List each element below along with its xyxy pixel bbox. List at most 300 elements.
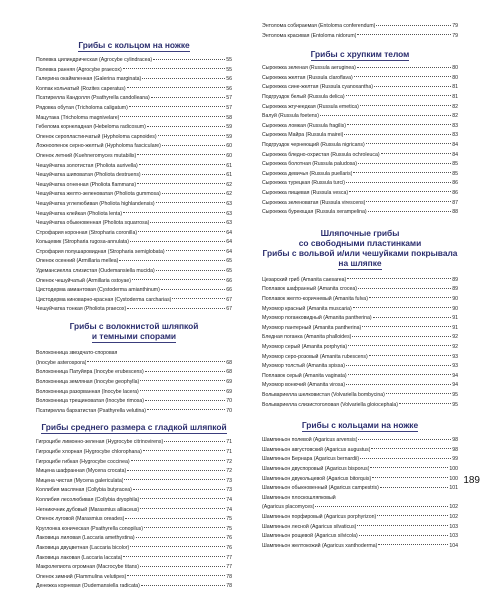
dot-leader bbox=[161, 289, 225, 290]
index-entry bbox=[36, 349, 232, 359]
dot-leader bbox=[357, 525, 448, 526]
entry-page: 61 bbox=[226, 172, 232, 179]
section-heading-line bbox=[262, 258, 458, 268]
entry-page: 60 bbox=[226, 143, 232, 150]
entry-name: Чешуйчатка обыкновенная (Pholiota squarrosa) bbox=[36, 220, 150, 227]
dot-leader bbox=[381, 153, 452, 154]
entry-name: Опенок чешуйчатый (Armillaria ostoyae) bbox=[36, 277, 132, 284]
dot-leader bbox=[373, 317, 452, 318]
entry-page: 100 bbox=[449, 465, 458, 472]
dot-leader bbox=[347, 278, 451, 279]
index-entry bbox=[36, 305, 232, 315]
dot-leader bbox=[156, 270, 225, 271]
entry-page: 65 bbox=[226, 258, 232, 265]
index-entry bbox=[36, 219, 232, 229]
dot-leader bbox=[162, 193, 225, 194]
dot-leader bbox=[352, 336, 451, 337]
entry-page: 76 bbox=[226, 544, 232, 551]
dot-leader bbox=[141, 585, 225, 586]
dot-leader bbox=[376, 25, 451, 26]
entry-page: 80 bbox=[452, 74, 458, 81]
entry-page: 99 bbox=[452, 456, 458, 463]
entry-name: Шампиньон обыкновенный (Agaricus campestris) bbox=[262, 485, 379, 492]
entry-page: 90 bbox=[452, 295, 458, 302]
entry-name: Гигроцибе хлорная (Hygrocybe chlorophana) bbox=[36, 448, 142, 455]
entry-name: Удемансиелла слизистая (Oudemansiella mucida) bbox=[36, 268, 155, 275]
entry-name: Сыроежка Майра (Russula mairei) bbox=[262, 132, 344, 139]
entry-page: 98 bbox=[452, 446, 458, 453]
dot-leader bbox=[127, 470, 225, 471]
entry-name: Коллибия лесолюбивая (Collybia dryophila) bbox=[36, 496, 140, 503]
entry-name: Макролепиота огромная (Macrocybe titans) bbox=[36, 564, 140, 571]
index-entry bbox=[262, 503, 458, 513]
index-entry bbox=[262, 475, 458, 485]
entry-page: 93 bbox=[452, 363, 458, 370]
entry-page: 93 bbox=[452, 353, 458, 360]
dot-leader bbox=[133, 489, 225, 490]
dot-leader bbox=[143, 450, 225, 451]
index-entry bbox=[262, 391, 458, 401]
entry-list bbox=[262, 22, 458, 41]
dot-leader bbox=[386, 393, 451, 394]
entry-page: 82 bbox=[452, 103, 458, 110]
entry-name: Цистодерма киноварно-красная (Cystoderma carcharias) bbox=[36, 296, 172, 303]
entry-name: Энтолома собираемая (Entoloma conferendum) bbox=[262, 23, 376, 29]
dot-leader bbox=[153, 59, 225, 60]
index-entry bbox=[36, 94, 232, 104]
dot-leader bbox=[320, 115, 451, 116]
entry-page: 62 bbox=[226, 191, 232, 198]
dot-leader bbox=[360, 458, 451, 459]
entry-page: 66 bbox=[226, 277, 232, 284]
index-entry bbox=[262, 83, 458, 93]
dot-leader bbox=[353, 172, 451, 173]
entry-name: Круглонка коническая (Psathyrella conopilus) bbox=[36, 525, 143, 532]
entry-page: 71 bbox=[226, 439, 232, 446]
entry-name: Кольцевик (Stropharia rugosa-annulata) bbox=[36, 239, 130, 246]
entry-name: Ложноопенок серно-желтый (Hypholoma fasciculare) bbox=[36, 143, 161, 150]
dot-leader bbox=[130, 241, 225, 242]
index-entry bbox=[36, 506, 232, 516]
entry-page: 57 bbox=[226, 95, 232, 102]
entry-name: (Inocybe asterospora) bbox=[36, 359, 87, 366]
index-entry bbox=[36, 152, 232, 162]
entry-name: Чешуйчатка клейкая (Pholiota lenta) bbox=[36, 210, 123, 217]
entry-name: Шампиньон Бернара (Agaricus bernardii) bbox=[262, 456, 360, 463]
index-entry bbox=[262, 401, 458, 411]
entry-page: 87 bbox=[452, 199, 458, 206]
dot-leader bbox=[140, 508, 225, 509]
index-entry bbox=[36, 286, 232, 296]
index-entry bbox=[262, 285, 458, 295]
entry-page: 104 bbox=[449, 542, 458, 549]
entry-page: 91 bbox=[452, 315, 458, 322]
index-entry bbox=[36, 467, 232, 477]
entry-page: 95 bbox=[452, 401, 458, 408]
entry-page: 60 bbox=[226, 152, 232, 159]
section-heading-line: Грибы с вольвой и/или чешуйками покрывала bbox=[262, 247, 458, 258]
index-entry bbox=[36, 448, 232, 458]
entry-name: Чешуйчатка желто-зеленоватая (Pholiota gummosa) bbox=[36, 191, 161, 198]
entry-page: 55 bbox=[226, 66, 232, 73]
entry-page: 95 bbox=[452, 391, 458, 398]
entry-name: Шампиньон желтокожий (Agaricus xanthoderma) bbox=[262, 542, 378, 549]
dot-leader bbox=[142, 78, 225, 79]
index-entry bbox=[262, 343, 458, 353]
dot-leader bbox=[120, 116, 225, 117]
entry-name: Цистодерма амиантовая (Cystoderma amianthinum) bbox=[36, 287, 160, 294]
entry-name: Псатирелла Кандолля (Psathyrella candolleana) bbox=[36, 95, 150, 102]
dot-leader bbox=[359, 535, 449, 536]
entry-name: Опенок осенний (Armillaria mellea) bbox=[36, 258, 119, 265]
dot-leader bbox=[353, 307, 452, 308]
index-entry bbox=[36, 200, 232, 210]
dot-leader bbox=[123, 556, 225, 557]
entry-name: Волоконница земляная (Inocybe geophylla) bbox=[36, 378, 140, 385]
dot-leader bbox=[348, 374, 452, 375]
index-entry bbox=[36, 171, 232, 181]
dot-leader bbox=[366, 143, 451, 144]
entry-page: 63 bbox=[226, 220, 232, 227]
index-entry bbox=[262, 199, 458, 209]
dot-leader bbox=[150, 222, 225, 223]
entry-name: Поплавок серый (Amanita vaginata) bbox=[262, 372, 347, 379]
dot-leader bbox=[123, 212, 225, 213]
dot-leader bbox=[315, 506, 448, 507]
entry-name: Подгруздок чернеющий (Russula nigricans) bbox=[262, 141, 365, 148]
entry-name: Полевка ранняя (Agrocybe praecox) bbox=[36, 66, 122, 73]
entry-page: 69 bbox=[226, 378, 232, 385]
dot-leader bbox=[144, 527, 225, 528]
entry-name: Сыроежка бледно-охристая (Russula ochroleuca) bbox=[262, 151, 380, 158]
index-entry bbox=[262, 64, 458, 74]
entry-name: Мухомор толстый (Amanita spissa) bbox=[262, 363, 345, 370]
dot-leader bbox=[357, 67, 451, 68]
entry-page: 70 bbox=[226, 407, 232, 414]
entry-page: 64 bbox=[226, 248, 232, 255]
dot-leader bbox=[346, 95, 452, 96]
entry-name: Гигроцибе лимонно-зеленая (Hygrocybe citrinovirens) bbox=[36, 439, 164, 446]
section-heading-line: Шляпочные грибы bbox=[320, 227, 400, 238]
dot-leader bbox=[147, 409, 225, 410]
entry-page: 74 bbox=[226, 496, 232, 503]
dot-leader bbox=[127, 575, 225, 576]
entry-name: Сыроежка турецкая (Russula turci) bbox=[262, 180, 345, 187]
entry-page: 89 bbox=[452, 286, 458, 293]
index-entry bbox=[262, 513, 458, 523]
entry-name: Волоконница разорванная (Inocybe lacera) bbox=[36, 388, 139, 395]
entry-list bbox=[262, 436, 458, 551]
entry-name: Опенок серопластинчатый (Hypholoma capnoides) bbox=[36, 133, 157, 140]
index-entry bbox=[36, 582, 232, 592]
dot-leader bbox=[139, 164, 225, 165]
dot-leader bbox=[362, 326, 451, 327]
section-heading-text: Грибы с кольцами на ножке bbox=[301, 420, 419, 431]
entry-name: Чешуйчатка тонкая (Pholiota praecox) bbox=[36, 306, 127, 313]
entry-page: 66 bbox=[226, 287, 232, 294]
dot-leader bbox=[360, 105, 451, 106]
entry-name: Мухомор поганковидный (Amanita pantherina) bbox=[262, 315, 372, 322]
section-heading-text: на шляпке bbox=[338, 257, 382, 268]
index-entry bbox=[262, 189, 458, 199]
index-entry bbox=[262, 276, 458, 286]
entry-page: 58 bbox=[226, 114, 232, 121]
entry-name: Сыроежка девичья (Russula puellaris) bbox=[262, 170, 353, 177]
entry-name: Энтолома красивая (Entoloma nidorum) bbox=[262, 32, 357, 39]
entry-page: 91 bbox=[452, 324, 458, 331]
entry-list bbox=[262, 64, 458, 218]
entry-page: 70 bbox=[226, 398, 232, 405]
entry-name: Волоконница звездчато-споровая bbox=[36, 350, 118, 357]
dot-leader bbox=[369, 355, 451, 356]
entry-page: 86 bbox=[452, 189, 458, 196]
entry-page: 61 bbox=[226, 162, 232, 169]
entry-name: Мухомор красный (Amanita muscaria) bbox=[262, 305, 352, 312]
entry-page: 67 bbox=[226, 306, 232, 313]
section-heading-text: Грибы с хрупким телом bbox=[310, 49, 410, 60]
entry-page: 78 bbox=[226, 573, 232, 580]
dot-leader bbox=[358, 163, 451, 164]
index-entry bbox=[262, 353, 458, 363]
index-entry bbox=[262, 131, 458, 141]
index-entry bbox=[36, 438, 232, 448]
entry-list bbox=[36, 349, 232, 416]
dot-leader bbox=[156, 202, 226, 203]
dot-leader bbox=[166, 250, 226, 251]
entry-page: 83 bbox=[452, 122, 458, 129]
index-entry bbox=[36, 573, 232, 583]
entry-name: Негниючник дубовый (Marasmius alliaceus) bbox=[36, 506, 140, 513]
entry-name: Шампиньон порфировый (Agaricus porphyrizon) bbox=[262, 513, 377, 520]
dot-leader bbox=[354, 76, 451, 77]
entry-page: 75 bbox=[226, 525, 232, 532]
dot-leader bbox=[137, 154, 225, 155]
section-heading bbox=[262, 49, 458, 59]
dot-leader bbox=[368, 211, 452, 212]
dot-leader bbox=[158, 135, 226, 136]
index-entry bbox=[262, 381, 458, 391]
index-entry bbox=[36, 257, 232, 267]
index-entry bbox=[36, 210, 232, 220]
dot-leader bbox=[346, 384, 451, 385]
dot-leader bbox=[138, 231, 225, 232]
entry-name: Сыроежка жгучеедкая (Russula emetica) bbox=[262, 103, 359, 110]
entry-name: Подгруздок белый (Russula delica) bbox=[262, 93, 345, 100]
entry-name: Чешуйчатка шиповатая (Pholiota destruens) bbox=[36, 172, 141, 179]
dot-leader bbox=[164, 441, 225, 442]
entry-name: Лаковица двуцветная (Laccaria bicolor) bbox=[36, 544, 130, 551]
dot-leader bbox=[129, 106, 225, 107]
entry-name: Бледная поганка (Amanita phalloides) bbox=[262, 334, 352, 341]
dot-leader bbox=[87, 361, 225, 362]
section-heading-line bbox=[36, 331, 232, 341]
section-heading bbox=[262, 228, 458, 268]
entry-name: Коллибия масляная (Collybia butyracea) bbox=[36, 487, 132, 494]
entry-page: 81 bbox=[452, 84, 458, 91]
index-entry bbox=[36, 85, 232, 95]
index-entry bbox=[262, 465, 458, 475]
dot-leader bbox=[131, 460, 226, 461]
entry-name: Шампиньон августовский (Agaricus augustus) bbox=[262, 446, 371, 453]
index-entry bbox=[36, 66, 232, 76]
index-entry bbox=[36, 388, 232, 398]
index-entry bbox=[36, 397, 232, 407]
dot-leader bbox=[374, 86, 451, 87]
entry-name: Строфария полушаровидная (Stropharia semiglobata) bbox=[36, 248, 165, 255]
dot-leader bbox=[366, 201, 451, 202]
entry-name: Мицена чистая (Mycena galericulata) bbox=[36, 477, 124, 484]
dot-leader bbox=[140, 380, 225, 381]
dot-leader bbox=[349, 191, 451, 192]
index-entry bbox=[36, 515, 232, 525]
dot-leader bbox=[377, 515, 448, 516]
entry-name: Сыроежка буреющая (Russula xerampelina) bbox=[262, 209, 367, 216]
entry-page: 74 bbox=[226, 506, 232, 513]
dot-leader bbox=[371, 448, 451, 449]
entry-page: 57 bbox=[226, 104, 232, 111]
entry-page: 103 bbox=[449, 533, 458, 540]
entry-page: 75 bbox=[226, 516, 232, 523]
index-entry bbox=[262, 305, 458, 315]
index-entry bbox=[262, 314, 458, 324]
entry-page: 78 bbox=[226, 583, 232, 590]
entry-page: 68 bbox=[226, 359, 232, 366]
dot-leader bbox=[378, 544, 448, 545]
index-entry bbox=[36, 554, 232, 564]
dot-leader bbox=[380, 487, 449, 488]
entry-name: Псатирелла бархатистая (Psathyrella velutina) bbox=[36, 407, 146, 414]
entry-name: Мухомор вонючий (Amanita virosa) bbox=[262, 382, 346, 389]
entry-page: 94 bbox=[452, 372, 458, 379]
entry-page: 67 bbox=[226, 296, 232, 303]
entry-page: 73 bbox=[226, 477, 232, 484]
dot-leader bbox=[125, 518, 225, 519]
entry-page: 59 bbox=[226, 133, 232, 140]
entry-name: Опенок зимний (Flammulina velutipes) bbox=[36, 573, 127, 580]
entry-name: (Agaricus placomyces) bbox=[262, 504, 315, 511]
index-entry bbox=[36, 368, 232, 378]
entry-list bbox=[36, 56, 232, 315]
dot-leader bbox=[132, 279, 225, 280]
entry-page: 83 bbox=[452, 132, 458, 139]
index-entry bbox=[262, 333, 458, 343]
entry-name: Сыроежка болотная (Russula paludosa) bbox=[262, 161, 357, 168]
entry-name: Опенок летний (Kuehneromyces mutabilis) bbox=[36, 152, 137, 159]
index-entry bbox=[262, 532, 458, 542]
dot-leader bbox=[127, 308, 225, 309]
entry-name: Сыроежка зеленая (Russula aeruginea) bbox=[262, 65, 356, 72]
dot-leader bbox=[346, 182, 451, 183]
index-entry bbox=[36, 142, 232, 152]
dot-leader bbox=[370, 467, 448, 468]
dot-leader bbox=[346, 365, 451, 366]
entry-page: 63 bbox=[226, 200, 232, 207]
index-entry bbox=[36, 133, 232, 143]
dot-leader bbox=[142, 174, 226, 175]
section-heading bbox=[36, 422, 232, 432]
dot-leader bbox=[172, 298, 225, 299]
entry-name: Гигроцибе гибкая (Hygrocybe coccinea) bbox=[36, 458, 130, 465]
entry-page: 89 bbox=[452, 276, 458, 283]
section-heading-line: Грибы с волокнистой шляпкой bbox=[69, 321, 199, 332]
dot-leader bbox=[124, 479, 225, 480]
index-entry bbox=[36, 544, 232, 554]
entry-page: 103 bbox=[449, 523, 458, 530]
entry-page: 90 bbox=[452, 305, 458, 312]
entry-page: 101 bbox=[449, 485, 458, 492]
index-entry bbox=[36, 359, 232, 369]
entry-name: Поплавок шафранный (Amanita crocea) bbox=[262, 286, 358, 293]
index-entry bbox=[36, 486, 232, 496]
entry-page: 77 bbox=[226, 554, 232, 561]
dot-leader bbox=[344, 134, 451, 135]
entry-name: Поплавок желто-коричневый (Amanita fulva) bbox=[262, 295, 368, 302]
entry-name: Вольвариелла шелковистая (Volvariella bombycina) bbox=[262, 391, 385, 398]
index-entry bbox=[36, 267, 232, 277]
index-entry bbox=[262, 494, 458, 504]
dot-leader bbox=[140, 566, 225, 567]
entry-page: 98 bbox=[452, 437, 458, 444]
entry-page: 79 bbox=[452, 32, 458, 39]
index-entry bbox=[36, 181, 232, 191]
index-entry bbox=[36, 162, 232, 172]
section-heading-line bbox=[262, 49, 458, 59]
entry-name: Волоконница Патуйяра (Inocybe erubescens) bbox=[36, 369, 144, 376]
index-entry bbox=[36, 248, 232, 258]
entry-page: 100 bbox=[449, 475, 458, 482]
index-entry bbox=[36, 56, 232, 66]
dot-leader bbox=[140, 498, 225, 499]
entry-name: Шампиньон лесной (Agaricus silvaticus) bbox=[262, 523, 357, 530]
entry-page: 59 bbox=[226, 124, 232, 131]
index-entry bbox=[36, 229, 232, 239]
entry-page: 79 bbox=[452, 23, 458, 29]
section-heading-text: и темными спорами bbox=[91, 331, 177, 342]
entry-name: Вольвариелла слизистоголовая (Volvariella gloiocephala) bbox=[262, 401, 399, 408]
entry-name: Шампиньон рощевой (Agaricus silvicola) bbox=[262, 533, 358, 540]
index-entry bbox=[262, 32, 458, 42]
index-entry bbox=[36, 104, 232, 114]
entry-page: 56 bbox=[226, 85, 232, 92]
entry-page: 63 bbox=[226, 210, 232, 217]
index-entry bbox=[262, 74, 458, 84]
index-entry bbox=[262, 122, 458, 132]
entry-name: Сыроежка зеленоватая (Russula virescens) bbox=[262, 199, 366, 206]
entry-page: 64 bbox=[226, 229, 232, 236]
index-entry bbox=[262, 372, 458, 382]
section-heading-line bbox=[262, 420, 458, 430]
entry-name: Мицена шафранная (Mycena crocata) bbox=[36, 468, 127, 475]
entry-page: 102 bbox=[449, 504, 458, 511]
entry-page: 73 bbox=[226, 487, 232, 494]
section-heading bbox=[36, 321, 232, 341]
index-entry bbox=[262, 362, 458, 372]
entry-page: 68 bbox=[226, 369, 232, 376]
entry-page: 80 bbox=[452, 65, 458, 72]
dot-leader bbox=[357, 34, 451, 35]
entry-name: Сыроежка сине-желтая (Russula cyanoxantha) bbox=[262, 84, 373, 91]
dot-leader bbox=[136, 537, 226, 538]
entry-name: Чешуйчатка огненная (Pholiota flammans) bbox=[36, 181, 137, 188]
entry-page: 82 bbox=[452, 113, 458, 120]
entry-name: Лаковица лаковая (Laccaria laccata) bbox=[36, 554, 123, 561]
index-entry bbox=[36, 378, 232, 388]
dot-leader bbox=[369, 297, 451, 298]
section-heading-line bbox=[36, 422, 232, 432]
index-entry bbox=[36, 296, 232, 306]
dot-leader bbox=[372, 477, 448, 478]
index-entry bbox=[36, 190, 232, 200]
